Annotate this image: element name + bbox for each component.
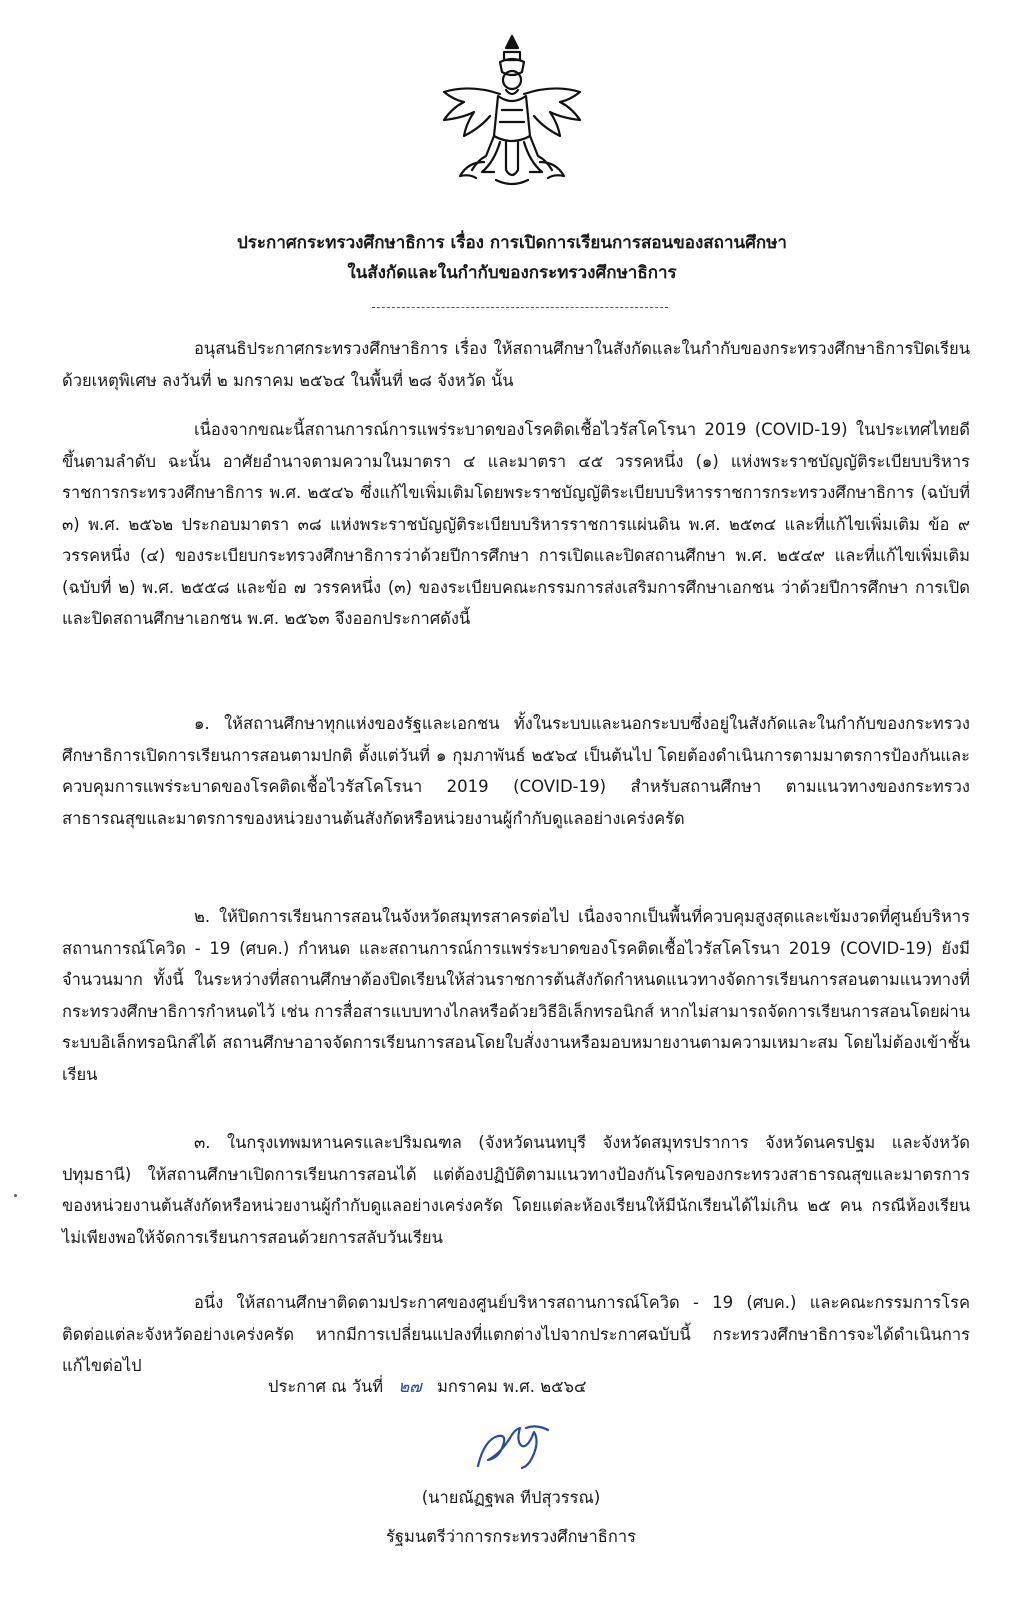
paragraph-text: อนึ่ง ให้สถานศึกษาติดตามประกาศของศูนย์บริหารสถานการณ์โควิด - 19 (ศบค.) และคณะกรรมการโรคติดต่อแต่ละจังหวัดอย่างเคร่งครัด หากมีการเปลี่ยนแปลงที่แตกต่างไปจากประกาศฉบับนี้ กระทรวงศึกษาธิการจะได้ดำเนินการแก้ไขต่อไป [62, 1293, 970, 1375]
announcement-title-line2: ในสังกัดและในกำกับของกระทรวงศึกษาธิการ [347, 263, 677, 283]
announcement-date [268, 1372, 587, 1402]
announcement-title-line1: ประกาศกระทรวงศึกษาธิการ เรื่อง การเปิดการเรียนการสอนของสถานศึกษา [237, 233, 787, 253]
signer-name: (นายณัฏฐพล ทีปสุวรรณ) [421, 1488, 601, 1507]
paragraph-text: เนื่องจากขณะนี้สถานการณ์การแพร่ระบาดของโรคติดเชื้อไวรัสโคโรนา 2019 (COVID-19) ในประเทศไทยดีขึ้นตามลำดับ ฉะนั้น อาศัยอำนาจตามความในมาตรา ๔ และมาตรา ๔๕ วรรคหนึ่ง (๑) แห่งพระราชบัญญัติระเบียบบริหารราชการกระทรวงศึกษาธิการ พ.ศ. ๒๕๔๖ ซึ่งแก้ไขเพิ่มเติมโดยพระราชบัญญัติระเบียบบริหารราชการกระทรวงศึกษาธิการ (ฉบับที่ ๓) พ.ศ. ๒๕๖๒ ประกอบมาตรา ๓๘ แห่งพระราชบัญญัติระเบียบบริหารราชการแผ่นดิน พ.ศ. ๒๕๓๔ และที่แก้ไขเพิ่มเติม ข้อ ๙ วรรคหนึ่ง (๔) ของระเบียบกระทรวงศึกษาธิการว่าด้วยปีการศึกษา การเปิดและปิดสถานศึกษา พ.ศ. ๒๕๔๙ และที่แก้ไขเพิ่มเติม (ฉบับที่ ๒) พ.ศ. ๒๕๕๘ และข้อ ๗ วรรคหนึ่ง (๓) ของระเบียบคณะกรรมการส่งเสริมการศึกษาเอกชน ว่าด้วยปีการศึกษา การเปิดและปิดสถานศึกษาเอกชน พ.ศ. ๒๕๖๓ จึงออกประกาศดังนี้ [62, 420, 970, 628]
paragraph-legal-basis [62, 414, 970, 635]
date-prefix: ประกาศ ณ วันที่ [268, 1377, 384, 1396]
handwritten-signature-icon [468, 1420, 558, 1476]
paragraph-clause-1 [62, 708, 970, 834]
paragraph-text: ๒. ให้ปิดการเรียนการสอนในจังหวัดสมุทรสาครต่อไป เนื่องจากเป็นพื้นที่ควบคุมสูงสุดและเข้มงวดที่ศูนย์บริหารสถานการณ์โควิด - 19 (ศบค.) กำหนด และสถานการณ์การแพร่ระบาดของโรคติดเชื้อไวรัสโคโรนา 2019 (COVID-19) ยังมีจำนวนมาก ทั้งนี้ ในระหว่างที่สถานศึกษาต้องปิดเรียนให้ส่วนราชการต้นสังกัดกำหนดแนวทางจัดการเรียนการสอนตามแนวทางที่กระทรวงศึกษาธิการกำหนดไว้ เช่น การสื่อสารแบบทางไกลหรือด้วยวิธีอิเล็กทรอนิกส์ หากไม่สามารถจัดการเรียนการสอนโดยผ่านระบบอิเล็กทรอนิกส์ได้ สถานศึกษาอาจจัดการเรียนการสอนโดยใบสั่งงานหรือมอบหมายงานตามความเหมาะสม โดยไม่ต้องเข้าชั้นเรียน [62, 907, 970, 1084]
paragraph-clause-2 [62, 901, 970, 1090]
title-divider [372, 307, 668, 308]
date-month-year: มกราคม พ.ศ. ๒๕๖๔ [436, 1377, 587, 1396]
paragraph-note [62, 1287, 970, 1382]
signer-position: รัฐมนตรีว่าการกระทรวงศึกษาธิการ [386, 1527, 636, 1546]
paragraph-text: ๑. ให้สถานศึกษาทุกแห่งของรัฐและเอกชน ทั้งในระบบและนอกระบบซึ่งอยู่ในสังกัดและในกำกับของกระทรวงศึกษาธิการเปิดการเรียนการสอนตามปกติ ตั้งแต่วันที่ ๑ กุมภาพันธ์ ๒๕๖๔ เป็นต้นไป โดยต้องดำเนินการตามมาตรการป้องกันและควบคุมการแพร่ระบาดของโรคติดเชื้อไวรัสโคโรนา 2019 (COVID-19) สำหรับสถานศึกษา ตามแนวทางของกระทรวงสาธารณสุขและมาตรการของหน่วยงานต้นสังกัดหรือหน่วยงานผู้กำกับดูแลอย่างเคร่งครัด [62, 714, 970, 828]
paragraph-clause-3 [62, 1127, 970, 1253]
paragraph-text: ๓. ในกรุงเทพมหานครและปริมณฑล (จังหวัดนนทบุรี จังหวัดสมุทรปราการ จังหวัดนครปฐม และจังหวัดปทุมธานี) ให้สถานศึกษาเปิดการเรียนการสอนได้ แต่ต้องปฏิบัติตามแนวทางป้องกันโรคของกระทรวงสาธารณสุขและมาตรการของหน่วยงานต้นสังกัดหรือหน่วยงานผู้กำกับดูแลอย่างเคร่งครัด โดยแต่ละห้องเรียนให้มีนักเรียนได้ไม่เกิน ๒๕ คน กรณีห้องเรียนไม่เพียงพอให้จัดการเรียนการสอนด้วยการสลับวันเรียน [62, 1133, 970, 1247]
paragraph-reference [62, 333, 970, 396]
garuda-emblem-icon [436, 30, 588, 190]
date-day-handwritten: ๒๗ [398, 1377, 422, 1396]
paragraph-text: อนุสนธิประกาศกระทรวงศึกษาธิการ เรื่อง ให้สถานศึกษาในสังกัดและในกำกับของกระทรวงศึกษาธิการปิดเรียนด้วยเหตุพิเศษ ลงวันที่ ๒ มกราคม ๒๕๖๔ ในพื้นที่ ๒๘ จังหวัด นั้น [62, 339, 970, 390]
scan-speck [14, 1194, 17, 1197]
